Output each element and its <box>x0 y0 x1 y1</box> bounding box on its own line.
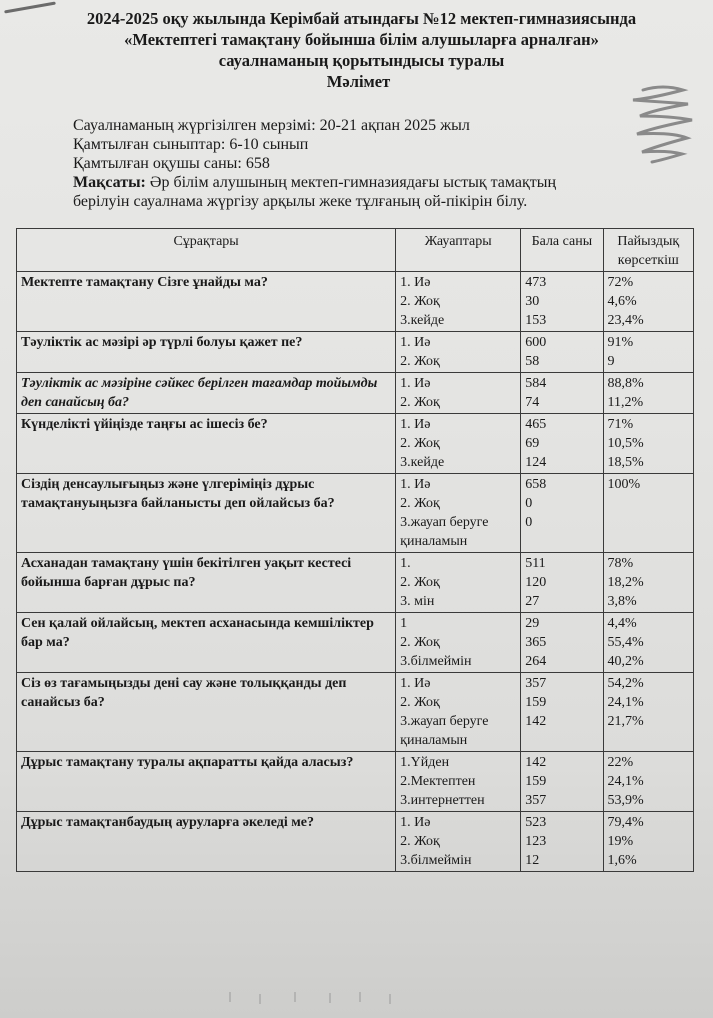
answer-value: 2. Жоқ <box>400 695 440 710</box>
answer-value: 1. Иә <box>400 417 431 432</box>
question-cell: Күнделікті үйіңізде таңғы ас ішесіз бе? <box>17 414 396 474</box>
answer-value: 1. <box>400 556 411 571</box>
table-row <box>17 613 694 673</box>
answer-value: 2. Жоқ <box>400 635 440 650</box>
count-value: 153 <box>525 313 547 328</box>
answer-cell <box>396 272 521 332</box>
document-header <box>0 8 713 92</box>
table-header-row <box>17 229 694 272</box>
percent-cell <box>603 812 693 872</box>
table-row <box>17 332 694 373</box>
count-value: 58 <box>525 354 540 369</box>
percent-value: 19% <box>607 834 634 849</box>
survey-period: Сауалнаманың жүргізілген мерзімі: 20-21 ақпан 2025 жыл <box>73 117 470 134</box>
count-cell <box>521 414 603 474</box>
table-row <box>17 474 694 553</box>
count-value: 523 <box>525 815 547 830</box>
answer-value: 3.білмеймін <box>400 654 472 669</box>
covered-students-label: Қамтылған оқушы саны: <box>73 155 242 172</box>
answer-value: 2. Жоқ <box>400 496 440 511</box>
percent-value: 91% <box>607 335 634 350</box>
goal-label: Мақсаты: <box>73 174 146 191</box>
goal-text-continued: берілуін сауалнама жүргізу арқылы жеке тұлғаның ой-пікірін білу. <box>73 193 528 210</box>
scribble-mark <box>623 80 703 170</box>
question-cell: Тәуліктік ас мәзірі әр түрлі болуы қажет пе? <box>17 332 396 373</box>
percent-value: 24,1% <box>607 695 644 710</box>
answer-cell <box>396 474 521 553</box>
header-title: Мәлімет <box>326 72 391 91</box>
percent-value: 1,6% <box>607 853 637 868</box>
count-cell <box>521 474 603 553</box>
table-row <box>17 414 694 474</box>
percent-cell <box>603 272 693 332</box>
covered-students <box>73 154 556 173</box>
question-cell: Асханадан тамақтану үшін бекітілген уақыт кестесі бойынша барған дұрыс па? <box>17 553 396 613</box>
percent-cell <box>603 673 693 752</box>
answer-cell <box>396 332 521 373</box>
question-cell: Дұрыс тамақтану туралы ақпаратты қайда аласыз? <box>17 752 396 812</box>
count-cell <box>521 812 603 872</box>
count-value: 27 <box>525 594 540 609</box>
answer-value: 2. Жоқ <box>400 436 440 451</box>
percent-value: 24,1% <box>607 774 644 789</box>
count-cell <box>521 553 603 613</box>
answer-value: 2.Мектептен <box>400 774 476 789</box>
covered-classes: Қамтылған сыныптар: 6-10 сынып <box>73 136 309 153</box>
answer-value: 3.интернеттен <box>400 793 485 808</box>
col-questions: Сұрақтары <box>17 229 396 272</box>
survey-goal <box>73 173 556 192</box>
count-value: 159 <box>525 774 547 789</box>
percent-cell <box>603 613 693 673</box>
col-percent: Пайыздық көрсеткіш <box>603 229 693 272</box>
answer-cell <box>396 414 521 474</box>
percent-value: 11,2% <box>607 395 644 410</box>
answer-value: 1. Иә <box>400 815 431 830</box>
table-row <box>17 272 694 332</box>
header-line-2: «Мектептегі тамақтану бойынша білім алушыларға арналған» <box>124 30 599 49</box>
count-value: 123 <box>525 834 547 849</box>
answer-value: 1. Иә <box>400 376 431 391</box>
count-value: 658 <box>525 477 547 492</box>
count-value: 29 <box>525 616 540 631</box>
table-row <box>17 373 694 414</box>
answer-value: 2. Жоқ <box>400 354 440 369</box>
answer-value: 1 <box>400 616 408 631</box>
answer-value: 3.жауап беруге <box>400 515 489 530</box>
answer-cell <box>396 812 521 872</box>
count-value: 124 <box>525 455 547 470</box>
percent-value: 18,5% <box>607 455 644 470</box>
percent-value: 53,9% <box>607 793 644 808</box>
question-cell: Сіздің денсаулығыңыз және үлгеріміңіз дұрыс тамақтануыңызға байланысты деп ойлайсыз ба? <box>17 474 396 553</box>
percent-value: 54,2% <box>607 676 644 691</box>
count-cell <box>521 613 603 673</box>
count-value: 357 <box>525 793 547 808</box>
question-cell: Тәуліктік ас мәзіріне сәйкес берілген тағамдар тойымды деп санайсың ба? <box>17 373 396 414</box>
count-value: 0 <box>525 515 533 530</box>
question-cell: Сен қалай ойлайсың, мектеп асханасында кемшіліктер бар ма? <box>17 613 396 673</box>
count-cell <box>521 332 603 373</box>
answer-cell <box>396 373 521 414</box>
count-value: 264 <box>525 654 547 669</box>
percent-cell <box>603 373 693 414</box>
percent-value: 10,5% <box>607 436 644 451</box>
count-value: 511 <box>525 556 546 571</box>
answer-value: 1. Иә <box>400 275 431 290</box>
answer-value: 2. Жоқ <box>400 395 440 410</box>
count-value: 365 <box>525 635 547 650</box>
answer-value: қиналамын <box>400 733 468 748</box>
count-cell <box>521 373 603 414</box>
percent-cell <box>603 474 693 553</box>
table-body <box>17 272 694 872</box>
percent-cell <box>603 553 693 613</box>
answer-value: 2. Жоқ <box>400 294 440 309</box>
table-row <box>17 553 694 613</box>
count-value: 159 <box>525 695 547 710</box>
percent-value: 100% <box>607 477 641 492</box>
question-cell: Дұрыс тамақтанбаудың ауруларға әкеледі ме? <box>17 812 396 872</box>
count-value: 142 <box>525 755 547 770</box>
answer-value: 3. мін <box>400 594 435 609</box>
col-answers: Жауаптары <box>396 229 521 272</box>
table-row <box>17 752 694 812</box>
percent-value: 55,4% <box>607 635 644 650</box>
answer-value: 1.Үйден <box>400 755 450 770</box>
answer-value: 2. Жоқ <box>400 834 440 849</box>
percent-cell <box>603 752 693 812</box>
table-row <box>17 673 694 752</box>
count-value: 600 <box>525 335 547 350</box>
answer-value: 2. Жоқ <box>400 575 440 590</box>
answer-value: 3.жауап беруге <box>400 714 489 729</box>
count-value: 12 <box>525 853 540 868</box>
percent-value: 88,8% <box>607 376 644 391</box>
count-cell <box>521 673 603 752</box>
count-value: 142 <box>525 714 547 729</box>
goal-text: Әр білім алушының мектеп-гимназиядағы ыстық тамақтың <box>149 174 557 191</box>
percent-value: 23,4% <box>607 313 644 328</box>
percent-cell <box>603 332 693 373</box>
count-value: 69 <box>525 436 540 451</box>
covered-students-value: 658 <box>245 155 270 172</box>
percent-value: 22% <box>607 755 634 770</box>
count-value: 30 <box>525 294 540 309</box>
percent-value: 18,2% <box>607 575 644 590</box>
question-cell: Сіз өз тағамыңызды дені сау және толыққанды деп санайсыз ба? <box>17 673 396 752</box>
answer-cell <box>396 752 521 812</box>
intro-block <box>73 116 556 211</box>
percent-value: 40,2% <box>607 654 644 669</box>
answer-value: 1. Иә <box>400 335 431 350</box>
percent-cell <box>603 414 693 474</box>
answer-cell <box>396 553 521 613</box>
count-value: 357 <box>525 676 547 691</box>
bottom-margin-marks <box>220 990 420 1006</box>
count-value: 74 <box>525 395 540 410</box>
count-cell <box>521 752 603 812</box>
count-value: 584 <box>525 376 547 391</box>
percent-value: 4,4% <box>607 616 637 631</box>
percent-value: 21,7% <box>607 714 644 729</box>
answer-value: 3.білмеймін <box>400 853 472 868</box>
percent-value: 71% <box>607 417 634 432</box>
count-value: 120 <box>525 575 547 590</box>
percent-value: 78% <box>607 556 634 571</box>
header-line-3: сауалнаманың қорытындысы туралы <box>218 51 505 70</box>
percent-value: 9 <box>607 354 615 369</box>
answer-value: қиналамын <box>400 534 468 549</box>
answer-value: 3.кейде <box>400 455 445 470</box>
answer-cell <box>396 613 521 673</box>
header-line-1: 2024-2025 оқу жылында Керімбай атындағы №12 мектеп-гимназиясында <box>86 9 637 28</box>
answer-value: 1. Иә <box>400 676 431 691</box>
count-value: 465 <box>525 417 547 432</box>
survey-results-table <box>16 228 694 872</box>
table-row <box>17 812 694 872</box>
count-cell <box>521 272 603 332</box>
col-count: Бала саны <box>521 229 603 272</box>
answer-value: 3.кейде <box>400 313 445 328</box>
count-value: 0 <box>525 496 533 511</box>
percent-value: 3,8% <box>607 594 637 609</box>
question-cell: Мектепте тамақтану Сізге ұнайды ма? <box>17 272 396 332</box>
answer-value: 1. Иә <box>400 477 431 492</box>
answer-cell <box>396 673 521 752</box>
count-value: 473 <box>525 275 547 290</box>
percent-value: 72% <box>607 275 634 290</box>
percent-value: 4,6% <box>607 294 637 309</box>
percent-value: 79,4% <box>607 815 644 830</box>
